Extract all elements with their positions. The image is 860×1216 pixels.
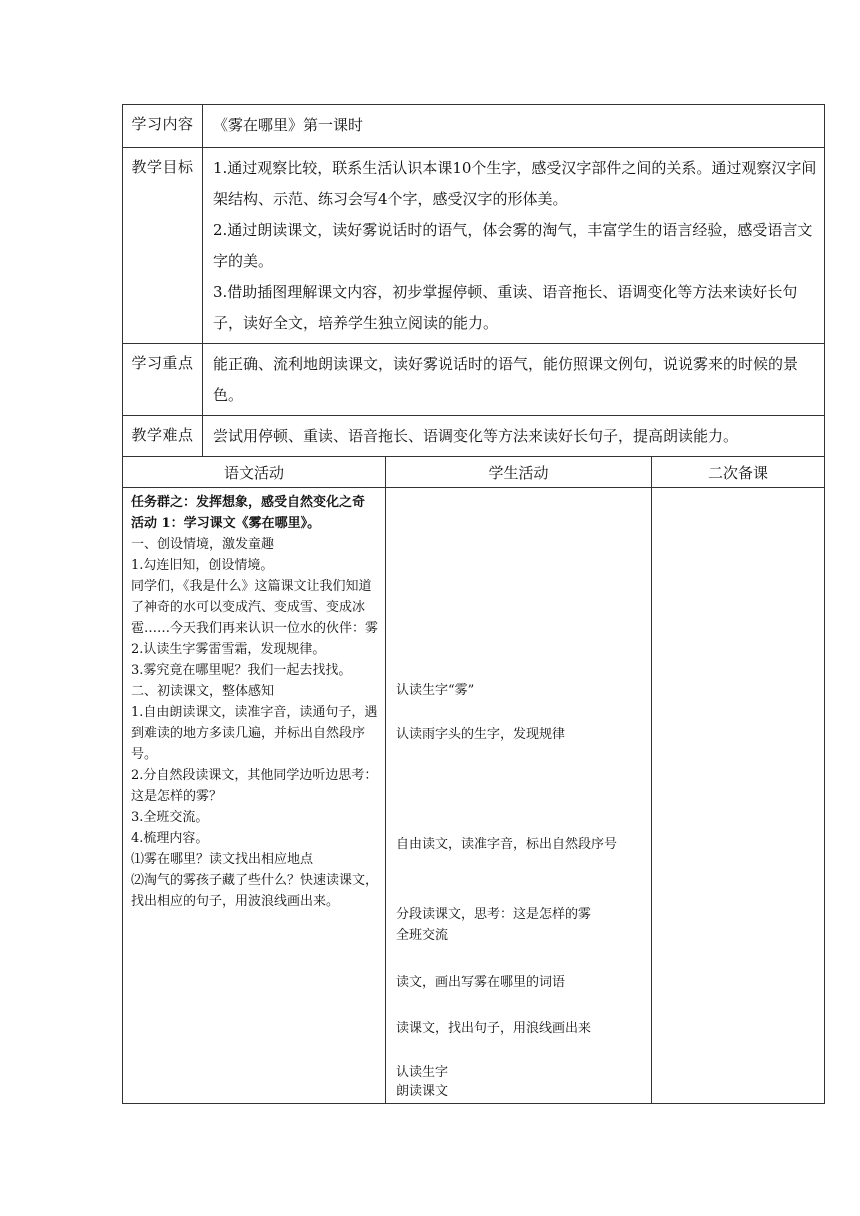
lesson-step: ⑴雾在哪里？读文找出相应地点 (131, 852, 314, 867)
row-objectives (123, 148, 825, 344)
lesson-plan-page (122, 104, 824, 1104)
row-content (123, 105, 825, 148)
header-second-prep: 二次备课 (652, 457, 825, 488)
student-activity-item: 认读生字 (396, 1065, 449, 1080)
student-activity-item: 自由读文，读准字音，标出自然段序号 (396, 837, 618, 852)
header-student-activity: 学生活动 (386, 457, 652, 488)
content-line: 能正确、流利地朗读课文，读好雾说话时的语气，能仿照课文例句，说说雾来的时候的景色。 (213, 355, 799, 404)
section-heading: 二、初读课文，整体感知 (131, 684, 275, 699)
student-activity-item: 全班交流 (396, 928, 449, 943)
row-difficulties (123, 416, 825, 457)
second-prep-cell (652, 488, 825, 1104)
row-value (203, 416, 825, 457)
lesson-step: 1.勾连旧知，创设情境。 (131, 558, 274, 573)
student-activity-item: 读课文，找出句子，用浪线画出来 (396, 1021, 592, 1036)
activity-body-row (123, 488, 825, 1104)
header-chinese-activity: 语文活动 (123, 457, 386, 488)
objective-item: 2.通过朗读课文，读好雾说话时的语气，体会雾的淘气，丰富学生的语言经验，感受语言文字的美。 (213, 221, 813, 270)
row-label: 教学目标 (123, 148, 203, 344)
lesson-info-table (122, 104, 825, 457)
content-line: 尝试用停顿、重读、语音拖长、语调变化等方法来读好长句子，提高朗读能力。 (213, 427, 739, 445)
lesson-step: 2.分自然段读课文，其他同学边听边思考：这是怎样的雾？ (131, 768, 378, 804)
lesson-step: 2.认读生字雾雷雪霜，发现规律。 (131, 642, 326, 657)
row-value (203, 344, 825, 416)
section-heading: 一、创设情境，激发童趣 (131, 537, 275, 552)
activity-heading: 活动 1：学习课文《雾在哪里》。 (131, 516, 321, 531)
student-activity-item: 认读生字“雾” (396, 683, 475, 698)
lesson-step: 1.自由朗读课文，读准字音，读通句子，遇到难读的地方多读几遍，并标出自然段序号。 (131, 705, 378, 762)
lesson-step: ⑵淘气的雾孩子藏了些什么？快速读课文，找出相应的句子，用波浪线画出来。 (131, 873, 379, 909)
student-activity-cell (386, 488, 652, 1104)
row-label: 学习重点 (123, 344, 203, 416)
lesson-step: 同学们，《我是什么》这篇课文让我们知道了神奇的水可以变成汽、变成雪、变成冰雹……今天我们再来认识一位水的伙伴：雾 (131, 579, 379, 636)
row-value (203, 105, 825, 148)
row-value (203, 148, 825, 344)
task-group-heading: 任务群之：发挥想象，感受自然变化之奇 (131, 495, 366, 510)
student-activity-item: 认读雨字头的生字，发现规律 (396, 727, 566, 742)
student-activity-item: 朗读课文 (396, 1084, 449, 1099)
activity-table (122, 456, 825, 1104)
lesson-step: 3.雾究竟在哪里呢？我们一起去找找。 (131, 663, 352, 678)
lesson-step: 4.梳理内容。 (131, 831, 209, 846)
row-label: 学习内容 (123, 105, 203, 148)
content-line: 《雾在哪里》第一课时 (213, 116, 364, 134)
objective-item: 3.借助插图理解课文内容，初步掌握停顿、重读、语音拖长、语调变化等方法来读好长句子，读好全文，培养学生独立阅读的能力。 (213, 283, 798, 332)
objective-item: 1.通过观察比较，联系生活认识本课10个生字，感受汉字部件之间的关系。通过观察汉字间架结构、示范、练习会写4个字，感受汉字的形体美。 (213, 159, 817, 208)
lesson-step: 3.全班交流。 (131, 810, 209, 825)
row-label: 教学难点 (123, 416, 203, 457)
student-activity-item: 分段读课文，思考：这是怎样的雾 (396, 907, 592, 922)
lesson-activity-cell (123, 488, 386, 1104)
student-activity-item: 读文，画出写雾在哪里的词语 (396, 975, 566, 990)
row-key-points (123, 344, 825, 416)
activity-header-row (123, 457, 825, 488)
